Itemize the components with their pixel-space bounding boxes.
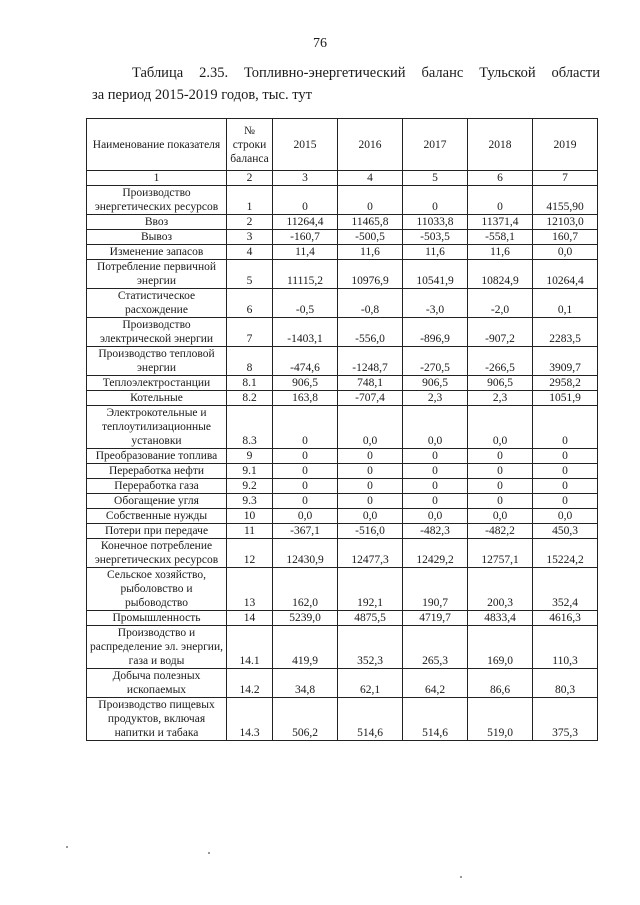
value-cell: 12429,2	[403, 539, 468, 568]
value-cell: 62,1	[338, 669, 403, 698]
table-row	[87, 464, 598, 479]
value-cell: 163,8	[273, 391, 338, 406]
value-cell: 11115,2	[273, 260, 338, 289]
value-cell: 0	[533, 479, 598, 494]
value-cell: 0	[468, 449, 533, 464]
scan-speck	[460, 876, 462, 878]
value-cell: -482,3	[403, 524, 468, 539]
row-number-cell: 9.2	[227, 479, 273, 494]
value-cell: 169,0	[468, 626, 533, 669]
value-cell: 11033,8	[403, 215, 468, 230]
value-cell: 0	[403, 494, 468, 509]
value-cell: 506,2	[273, 698, 338, 741]
scan-speck	[208, 852, 210, 854]
table-row	[87, 347, 598, 376]
value-cell: 0,0	[533, 509, 598, 524]
row-number-cell: 12	[227, 539, 273, 568]
value-cell: 352,3	[338, 626, 403, 669]
value-cell: 110,3	[533, 626, 598, 669]
indicator-name-cell: Потребление первичной энергии	[87, 260, 227, 289]
table-row	[87, 391, 598, 406]
table-row	[87, 318, 598, 347]
value-cell: -266,5	[468, 347, 533, 376]
column-number: 7	[533, 171, 598, 186]
caption-line-1: Таблица 2.35. Топливно-энергетический баланс Тульской области	[132, 65, 600, 81]
table-row	[87, 626, 598, 669]
value-cell: 2283,5	[533, 318, 598, 347]
value-cell: 0	[403, 186, 468, 215]
value-cell: -270,5	[403, 347, 468, 376]
value-cell: 12757,1	[468, 539, 533, 568]
value-cell: 0	[338, 479, 403, 494]
value-cell: 10824,9	[468, 260, 533, 289]
column-number: 5	[403, 171, 468, 186]
value-cell: 5239,0	[273, 611, 338, 626]
column-number: 1	[87, 171, 227, 186]
value-cell: -907,2	[468, 318, 533, 347]
value-cell: 12477,3	[338, 539, 403, 568]
value-cell: 0	[403, 479, 468, 494]
value-cell: -503,5	[403, 230, 468, 245]
table-row	[87, 186, 598, 215]
column-number: 3	[273, 171, 338, 186]
value-cell: 906,5	[403, 376, 468, 391]
value-cell: 0	[468, 494, 533, 509]
row-number-cell: 14.3	[227, 698, 273, 741]
row-number-cell: 14.1	[227, 626, 273, 669]
header-indicator-name: Наименование показателя	[87, 119, 227, 171]
value-cell: -516,0	[338, 524, 403, 539]
row-number-cell: 5	[227, 260, 273, 289]
value-cell: 419,9	[273, 626, 338, 669]
value-cell: 0	[273, 449, 338, 464]
value-cell: -0,8	[338, 289, 403, 318]
row-number-cell: 4	[227, 245, 273, 260]
indicator-name-cell: Собственные нужды	[87, 509, 227, 524]
value-cell: 0	[338, 464, 403, 479]
value-cell: -1248,7	[338, 347, 403, 376]
header-row-number: № строки баланса	[227, 119, 273, 171]
value-cell: 2,3	[403, 391, 468, 406]
table-row	[87, 245, 598, 260]
value-cell: 906,5	[273, 376, 338, 391]
value-cell: 0,0	[403, 509, 468, 524]
column-number: 2	[227, 171, 273, 186]
table-row	[87, 494, 598, 509]
indicator-name-cell: Промышленность	[87, 611, 227, 626]
value-cell: 162,0	[273, 568, 338, 611]
row-number-cell: 8	[227, 347, 273, 376]
table-row	[87, 260, 598, 289]
value-cell: 265,3	[403, 626, 468, 669]
indicator-name-cell: Производство энергетических ресурсов	[87, 186, 227, 215]
value-cell: 190,7	[403, 568, 468, 611]
indicator-name-cell: Производство электрической энергии	[87, 318, 227, 347]
indicator-name-cell: Вывоз	[87, 230, 227, 245]
table-row	[87, 568, 598, 611]
value-cell: 0,0	[468, 406, 533, 449]
table-row	[87, 289, 598, 318]
value-cell: 160,7	[533, 230, 598, 245]
indicator-name-cell: Производство пищевых продуктов, включая напитки и табака	[87, 698, 227, 741]
value-cell: 4875,5	[338, 611, 403, 626]
value-cell: 0,0	[533, 245, 598, 260]
value-cell: 11,6	[338, 245, 403, 260]
value-cell: 0,0	[403, 406, 468, 449]
value-cell: 1051,9	[533, 391, 598, 406]
value-cell: -556,0	[338, 318, 403, 347]
indicator-name-cell: Статистическое расхождение	[87, 289, 227, 318]
indicator-name-cell: Переработка газа	[87, 479, 227, 494]
value-cell: 0,0	[338, 509, 403, 524]
energy-balance-table	[86, 118, 598, 741]
value-cell: 11371,4	[468, 215, 533, 230]
table-body	[87, 186, 598, 741]
row-number-cell: 14	[227, 611, 273, 626]
value-cell: 514,6	[338, 698, 403, 741]
value-cell: 11,6	[403, 245, 468, 260]
column-number: 4	[338, 171, 403, 186]
value-cell: 0,0	[338, 406, 403, 449]
value-cell: 10541,9	[403, 260, 468, 289]
value-cell: 0	[533, 464, 598, 479]
indicator-name-cell: Котельные	[87, 391, 227, 406]
header-row	[87, 119, 598, 171]
value-cell: 0,0	[273, 509, 338, 524]
value-cell: 2,3	[468, 391, 533, 406]
indicator-name-cell: Производство тепловой энергии	[87, 347, 227, 376]
value-cell: 375,3	[533, 698, 598, 741]
value-cell: -896,9	[403, 318, 468, 347]
row-number-cell: 9.1	[227, 464, 273, 479]
value-cell: 10976,9	[338, 260, 403, 289]
table-row	[87, 524, 598, 539]
value-cell: 11264,4	[273, 215, 338, 230]
value-cell: 0	[338, 186, 403, 215]
value-cell: 0,1	[533, 289, 598, 318]
value-cell: 0	[533, 406, 598, 449]
header-year-2015: 2015	[273, 119, 338, 171]
header-year-2016: 2016	[338, 119, 403, 171]
scan-speck	[66, 846, 68, 848]
value-cell: 0	[273, 464, 338, 479]
value-cell: 86,6	[468, 669, 533, 698]
value-cell: 0	[468, 479, 533, 494]
value-cell: -0,5	[273, 289, 338, 318]
value-cell: 4833,4	[468, 611, 533, 626]
value-cell: 0	[273, 406, 338, 449]
table-row	[87, 698, 598, 741]
value-cell: 4616,3	[533, 611, 598, 626]
value-cell: 450,3	[533, 524, 598, 539]
caption-line-2: за период 2015-2019 годов, тыс. тут	[92, 87, 312, 103]
table-row	[87, 611, 598, 626]
row-number-cell: 14.2	[227, 669, 273, 698]
value-cell: 0	[338, 494, 403, 509]
indicator-name-cell: Производство и распределение эл. энергии, газа и воды	[87, 626, 227, 669]
table-row	[87, 669, 598, 698]
value-cell: 0	[273, 186, 338, 215]
indicator-name-cell: Потери при передаче	[87, 524, 227, 539]
row-number-cell: 9	[227, 449, 273, 464]
value-cell: 0	[468, 464, 533, 479]
row-number-cell: 3	[227, 230, 273, 245]
value-cell: -3,0	[403, 289, 468, 318]
table-row	[87, 509, 598, 524]
indicator-name-cell: Переработка нефти	[87, 464, 227, 479]
table-row	[87, 479, 598, 494]
table-row	[87, 449, 598, 464]
value-cell: 12430,9	[273, 539, 338, 568]
indicator-name-cell: Изменение запасов	[87, 245, 227, 260]
value-cell: -474,6	[273, 347, 338, 376]
value-cell: 11,6	[468, 245, 533, 260]
column-number: 6	[468, 171, 533, 186]
indicator-name-cell: Преобразование топлива	[87, 449, 227, 464]
value-cell: -160,7	[273, 230, 338, 245]
value-cell: 4155,90	[533, 186, 598, 215]
row-number-cell: 8.1	[227, 376, 273, 391]
value-cell: 11,4	[273, 245, 338, 260]
indicator-name-cell: Обогащение угля	[87, 494, 227, 509]
page-number: 76	[313, 36, 327, 51]
value-cell: 519,0	[468, 698, 533, 741]
value-cell: 11465,8	[338, 215, 403, 230]
value-cell: 15224,2	[533, 539, 598, 568]
table-row	[87, 406, 598, 449]
value-cell: 80,3	[533, 669, 598, 698]
indicator-name-cell: Теплоэлектростанции	[87, 376, 227, 391]
value-cell: 748,1	[338, 376, 403, 391]
value-cell: 34,8	[273, 669, 338, 698]
value-cell: 0,0	[468, 509, 533, 524]
value-cell: 0	[468, 186, 533, 215]
row-number-cell: 1	[227, 186, 273, 215]
column-number-row	[87, 171, 598, 186]
value-cell: -558,1	[468, 230, 533, 245]
table-row	[87, 376, 598, 391]
value-cell: 3909,7	[533, 347, 598, 376]
value-cell: 514,6	[403, 698, 468, 741]
value-cell: 0	[273, 494, 338, 509]
value-cell: 0	[338, 449, 403, 464]
row-number-cell: 2	[227, 215, 273, 230]
value-cell: 0	[533, 494, 598, 509]
indicator-name-cell: Электрокотельные и теплоутилизационные установки	[87, 406, 227, 449]
value-cell: -1403,1	[273, 318, 338, 347]
value-cell: 906,5	[468, 376, 533, 391]
row-number-cell: 13	[227, 568, 273, 611]
value-cell: 64,2	[403, 669, 468, 698]
row-number-cell: 10	[227, 509, 273, 524]
indicator-name-cell: Сельское хозяйство, рыболовство и рыбоводство	[87, 568, 227, 611]
value-cell: 12103,0	[533, 215, 598, 230]
value-cell: -707,4	[338, 391, 403, 406]
value-cell: -2,0	[468, 289, 533, 318]
value-cell: 2958,2	[533, 376, 598, 391]
row-number-cell: 11	[227, 524, 273, 539]
row-number-cell: 9.3	[227, 494, 273, 509]
value-cell: 200,3	[468, 568, 533, 611]
value-cell: 10264,4	[533, 260, 598, 289]
value-cell: 352,4	[533, 568, 598, 611]
value-cell: -482,2	[468, 524, 533, 539]
value-cell: 4719,7	[403, 611, 468, 626]
header-year-2017: 2017	[403, 119, 468, 171]
table-row	[87, 230, 598, 245]
header-year-2019: 2019	[533, 119, 598, 171]
value-cell: 0	[273, 479, 338, 494]
value-cell: 0	[533, 449, 598, 464]
value-cell: 0	[403, 449, 468, 464]
indicator-name-cell: Конечное потребление энергетических ресурсов	[87, 539, 227, 568]
table-caption	[92, 62, 600, 106]
indicator-name-cell: Ввоз	[87, 215, 227, 230]
row-number-cell: 6	[227, 289, 273, 318]
value-cell: -500,5	[338, 230, 403, 245]
table-row	[87, 215, 598, 230]
table-row	[87, 539, 598, 568]
indicator-name-cell: Добыча полезных ископаемых	[87, 669, 227, 698]
value-cell: 0	[403, 464, 468, 479]
row-number-cell: 7	[227, 318, 273, 347]
value-cell: -367,1	[273, 524, 338, 539]
value-cell: 192,1	[338, 568, 403, 611]
header-year-2018: 2018	[468, 119, 533, 171]
row-number-cell: 8.2	[227, 391, 273, 406]
row-number-cell: 8.3	[227, 406, 273, 449]
